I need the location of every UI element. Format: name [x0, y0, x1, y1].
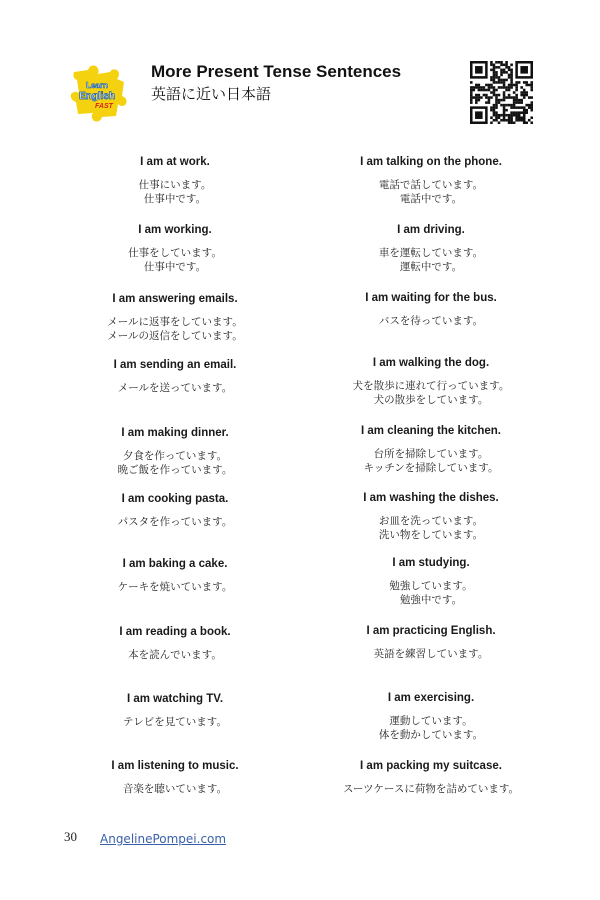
japanese-translation-line: 犬を散歩に連れて行っています。 [352, 380, 510, 392]
japanese-translation-line: 晩ご飯を作っています。 [117, 464, 233, 476]
english-sentence: I am packing my suitcase. [360, 760, 502, 772]
qr-code-icon[interactable] [470, 61, 533, 124]
website-link[interactable]: AngelinePompei.com [100, 832, 227, 846]
japanese-translation-line: 音楽を聴いています。 [122, 783, 228, 795]
english-sentence: I am baking a cake. [122, 558, 228, 570]
japanese-translation-line: 勉強しています。 [389, 580, 473, 592]
japanese-translation [50, 246, 300, 274]
english-sentence: I am talking on the phone. [360, 156, 502, 168]
english-sentence: I am working. [138, 224, 212, 236]
japanese-translation [50, 449, 300, 477]
english-sentence: I am answering emails. [112, 293, 238, 305]
english-sentence: I am sending an email. [113, 359, 237, 371]
english-sentence: I am listening to music. [111, 760, 239, 772]
english-sentence: I am studying. [392, 557, 470, 569]
japanese-translation-line: 本を読んでいます。 [128, 649, 222, 661]
right-sentence-entry [306, 356, 556, 407]
page-subtitle-japanese: 英語に近い日本語 [151, 85, 272, 103]
japanese-translation-line: 仕事をしています。 [128, 247, 222, 259]
english-sentence: I am at work. [140, 156, 210, 168]
left-sentence-entry [50, 426, 300, 477]
english-sentence: I am waiting for the bus. [365, 292, 497, 304]
japanese-translation-line: バスを待っています。 [378, 315, 484, 327]
japanese-translation-line: 夕食を作っています。 [122, 450, 228, 462]
japanese-translation-line: メールに返事をしています。 [107, 316, 243, 328]
english-sentence: I am watching TV. [126, 693, 224, 705]
right-sentence-entry [306, 556, 556, 607]
english-sentence: I am practicing English. [366, 625, 496, 637]
left-sentence-entry [50, 223, 300, 274]
english-sentence: I am cooking pasta. [121, 493, 229, 505]
logo-text-english: English [78, 91, 116, 102]
right-sentence-entry [306, 691, 556, 742]
right-sentence-entry [306, 624, 556, 661]
japanese-translation [306, 447, 556, 475]
learn-english-fast-logo [66, 62, 130, 124]
page-number: 30 [64, 829, 77, 844]
japanese-translation [50, 580, 300, 594]
japanese-translation-line: 仕事中です。 [143, 261, 207, 273]
japanese-translation-line: 運転中です。 [399, 261, 463, 273]
japanese-translation-line: 勉強中です。 [399, 594, 463, 606]
japanese-translation [306, 514, 556, 542]
english-sentence: I am cleaning the kitchen. [361, 425, 501, 437]
english-sentence: I am walking the dog. [372, 357, 490, 369]
japanese-translation [50, 715, 300, 729]
left-sentence-entry [50, 692, 300, 729]
left-sentence-entry [50, 625, 300, 662]
japanese-translation-line: 犬の散歩をしています。 [373, 394, 489, 406]
japanese-translation-line: 体を動かしています。 [378, 729, 484, 741]
japanese-translation [50, 648, 300, 662]
japanese-translation-line: キッチンを掃除しています。 [363, 462, 499, 474]
japanese-translation-line: 電話中です。 [399, 193, 463, 205]
logo-text-learn: Learn [86, 81, 108, 90]
japanese-translation [306, 379, 556, 407]
english-sentence: I am exercising. [387, 692, 475, 704]
japanese-translation-line: パスタを作っています。 [117, 516, 233, 528]
left-sentence-entry [50, 358, 300, 395]
english-sentence: I am driving. [397, 224, 465, 236]
right-sentence-entry [306, 759, 556, 796]
japanese-translation-line: 電話で話しています。 [378, 179, 484, 191]
left-sentence-entry [50, 557, 300, 594]
japanese-translation-line: メールを送っています。 [117, 382, 233, 394]
left-sentence-entry [50, 292, 300, 343]
page-title: More Present Tense Sentences [151, 62, 402, 81]
japanese-translation [306, 647, 556, 661]
right-sentence-entry [306, 491, 556, 542]
japanese-translation [50, 381, 300, 395]
japanese-translation-line: 英語を練習しています。 [373, 648, 489, 660]
logo-text-fast: FAST [95, 103, 113, 110]
left-sentence-entry [50, 759, 300, 796]
japanese-translation-line: ケーキを焼いています。 [117, 581, 233, 593]
japanese-translation [306, 314, 556, 328]
japanese-translation [306, 714, 556, 742]
japanese-translation-line: メールの返信をしています。 [107, 330, 243, 342]
right-sentence-entry [306, 291, 556, 328]
right-sentence-entry [306, 424, 556, 475]
japanese-translation [50, 315, 300, 343]
japanese-translation-line: テレビを見ています。 [123, 716, 227, 728]
right-sentence-entry [306, 155, 556, 206]
japanese-translation [306, 782, 556, 796]
japanese-translation-line: 車を運転しています。 [378, 247, 484, 259]
japanese-translation [306, 579, 556, 607]
english-sentence: I am making dinner. [121, 427, 229, 439]
japanese-translation-line: 台所を掃除しています。 [373, 448, 489, 460]
japanese-translation [306, 178, 556, 206]
japanese-translation [50, 515, 300, 529]
japanese-translation [50, 178, 300, 206]
english-sentence: I am reading a book. [119, 626, 231, 638]
japanese-translation-line: 仕事中です。 [143, 193, 207, 205]
right-sentence-entry [306, 223, 556, 274]
japanese-translation [306, 246, 556, 274]
japanese-translation-line: 運動しています。 [389, 715, 473, 727]
left-sentence-entry [50, 155, 300, 206]
japanese-translation-line: 仕事にいます。 [138, 179, 212, 191]
english-sentence: I am washing the dishes. [363, 492, 499, 504]
japanese-translation-line: お皿を洗っています。 [378, 515, 484, 527]
left-sentence-entry [50, 492, 300, 529]
japanese-translation-line: スーツケースに荷物を詰めています。 [342, 783, 520, 795]
japanese-translation [50, 782, 300, 796]
japanese-translation-line: 洗い物をしています。 [378, 529, 484, 541]
